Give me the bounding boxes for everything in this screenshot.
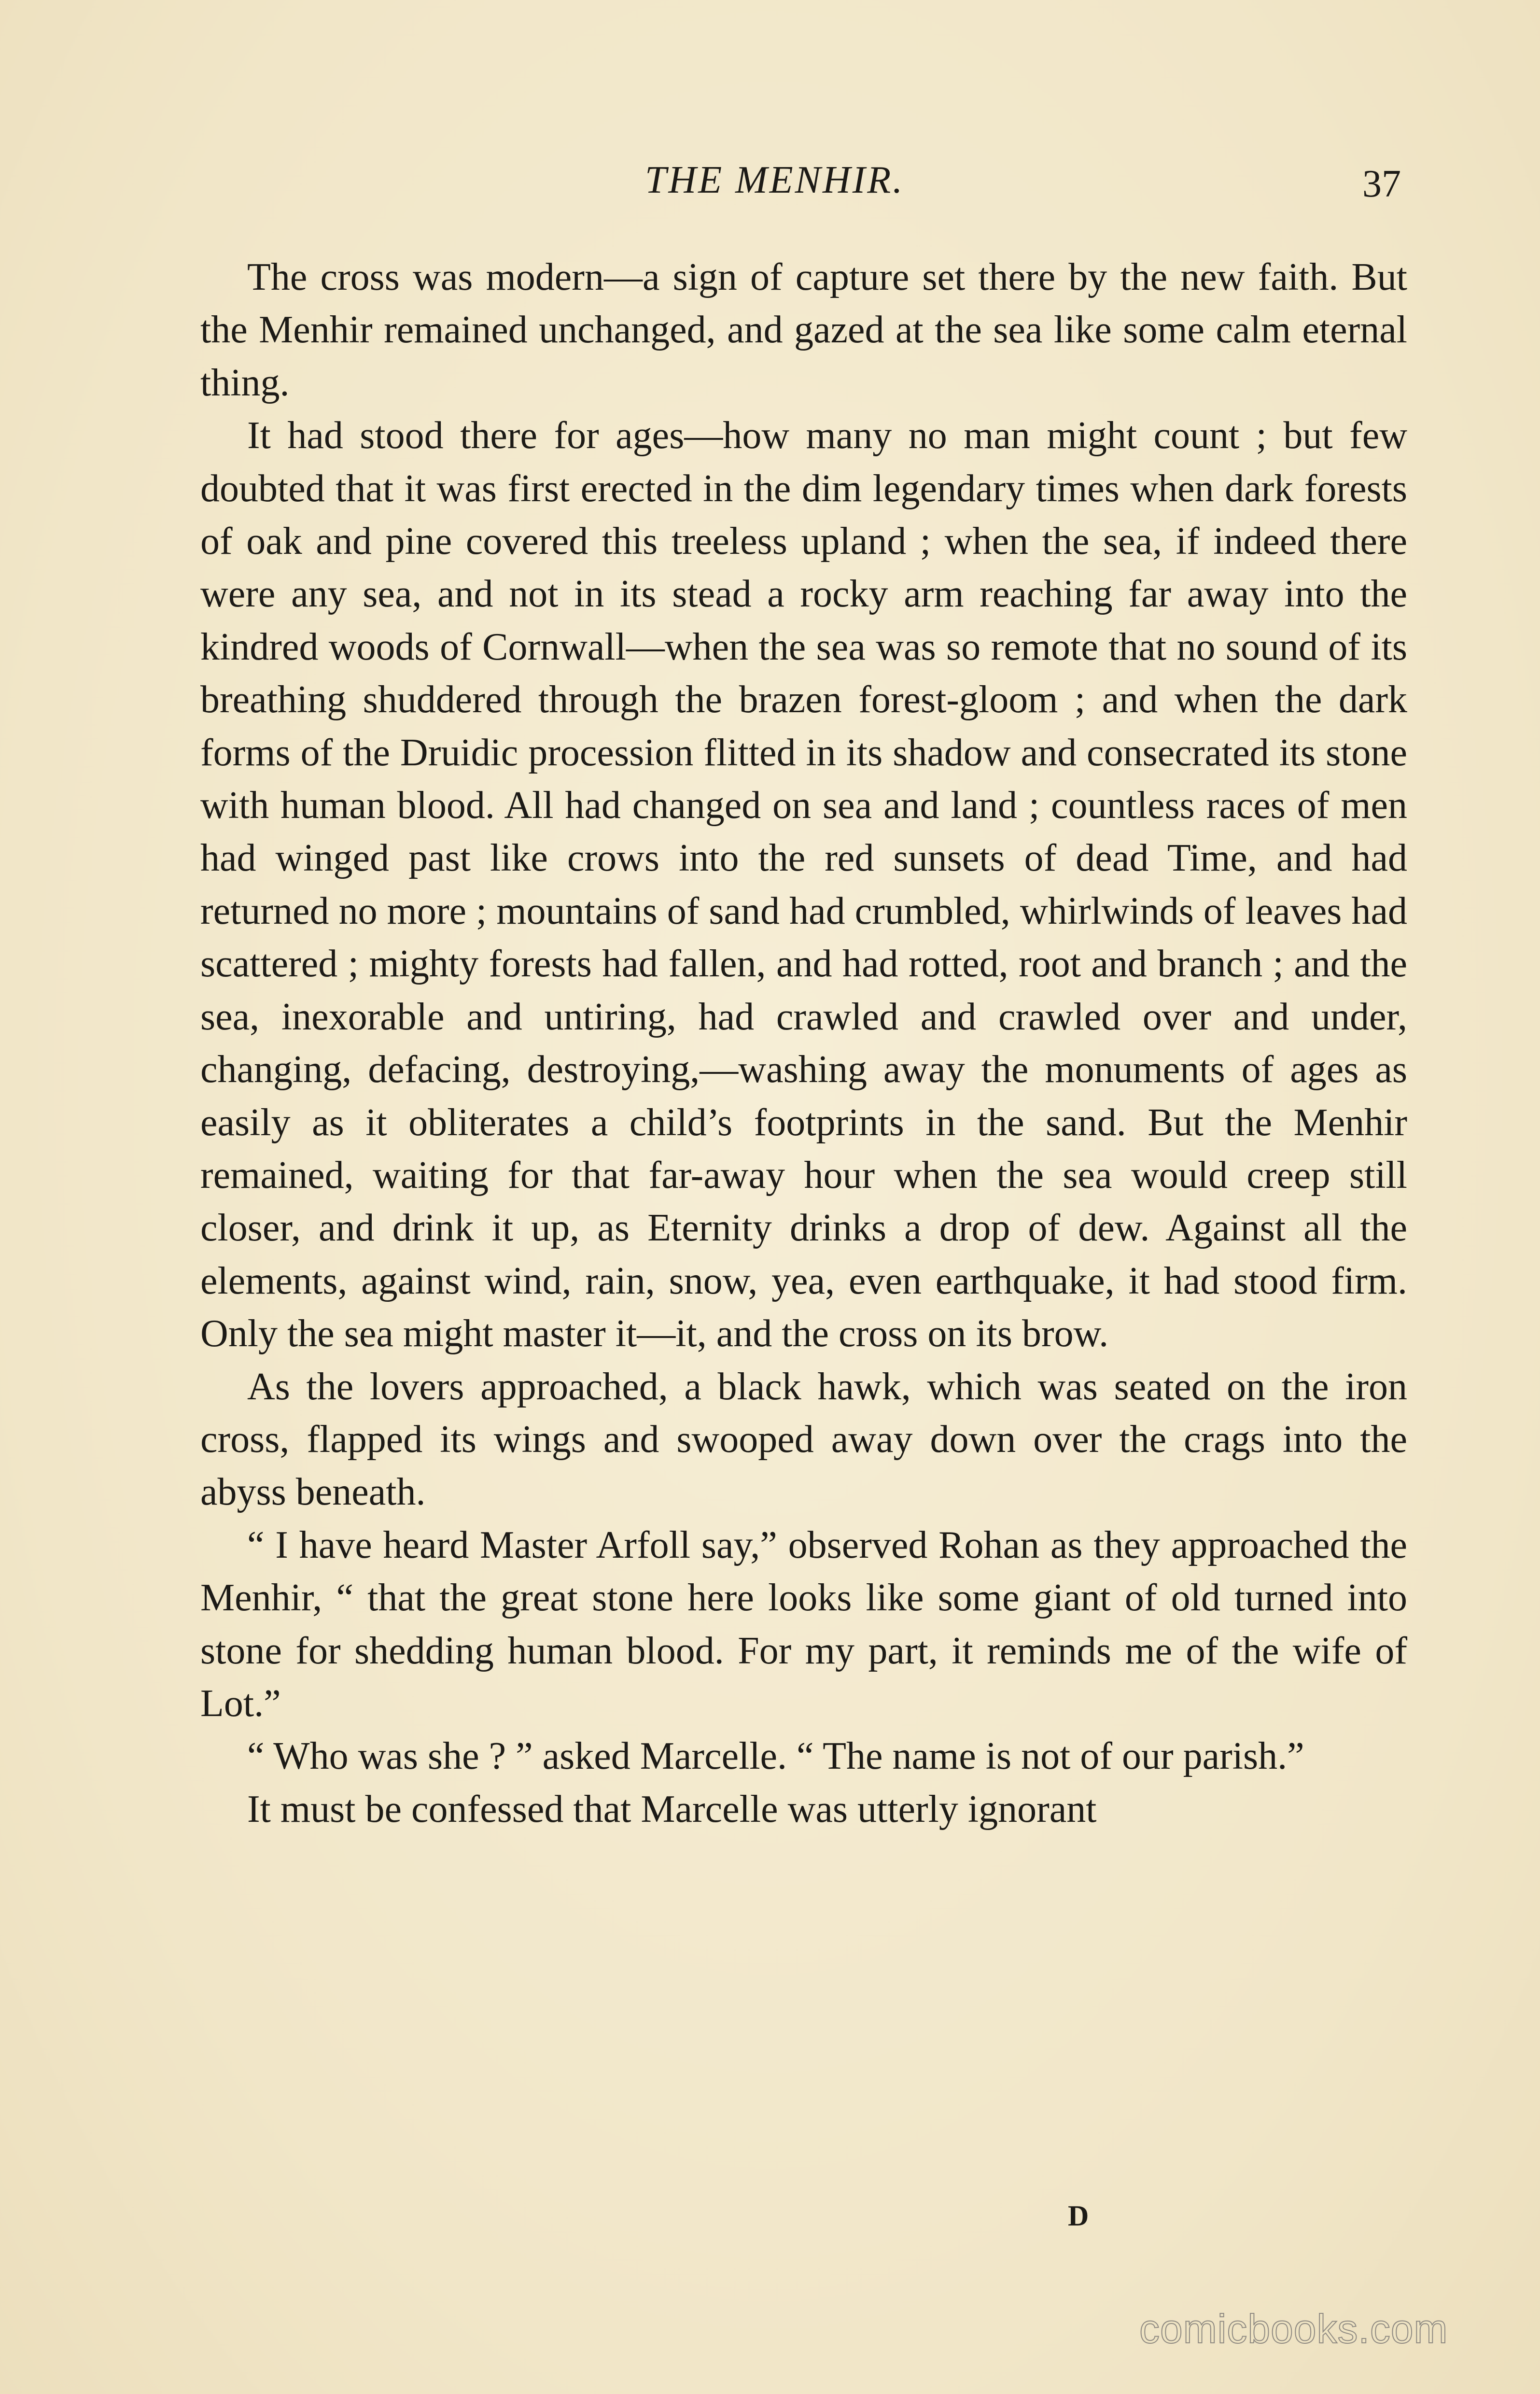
running-head <box>0 158 1540 211</box>
watermark: comicbooks.com <box>1139 2306 1448 2352</box>
paragraph: “ Who was she ? ” asked Marcelle. “ The name is not of our parish.” <box>247 1735 1304 1778</box>
paragraph: The cross was modern—a sign of capture set there by the new faith. But the Menhir remained unchanged, and gazed at the sea like some calm eternal thing. <box>200 256 1407 404</box>
paragraph: “ I have heard Master Arfoll say,” observed Rohan as they approached the Menhir, “ that the great stone here looks like some giant of old turned into stone for shedding human blood. For my part, it reminds me of the wife of Lot.” <box>200 1523 1407 1725</box>
running-title: THE MENHIR. <box>645 159 905 201</box>
signature-mark: D <box>1068 2200 1089 2232</box>
paragraph: As the lovers approached, a black hawk, which was seated on the iron cross, flapped its wings and swooped away down over the crags into the abyss beneath. <box>200 1365 1407 1514</box>
page-number: 37 <box>1362 163 1401 205</box>
paragraph: It had stood there for ages—how many no man might count ; but few doubted that it was first erected in the dim legendary times when dark forests of oak and pine covered this treeless upland ; when the sea, if indeed there were any sea, and not in its stead a rocky arm reaching far away into the kindred woods of Cornwall—when the sea was so remote that no sound of its breathing shuddered through the brazen forest-gloom ; and when the dark forms of the Druidic procession flitted in its shadow and consecrated its stone with human blood. All had changed on sea and land ; countless races of men had winged past like crows into the red sunsets of dead Time, and had returned no more ; mountains of sand had crumbled, whirlwinds of leaves had scattered ; mighty forests had fallen, and had rotted, root and branch ; and the sea, inexorable and untiring, had crawled and crawled over and under, changing, defacing, destroying,—washing away the monuments of ages as easily as it obliterates a child’s footprints in the sand. But the Menhir remained, waiting for that far-away hour when the sea would creep still closer, and drink it up, as Eternity drinks a drop of dew. Against all the elements, against wind, rain, snow, yea, even earthquake, it had stood firm. Only the sea might master it—it, and the cross on its brow. <box>200 414 1407 1355</box>
body-text <box>200 251 1407 1836</box>
paragraph: It must be confessed that Marcelle was utterly ignorant <box>247 1788 1097 1831</box>
